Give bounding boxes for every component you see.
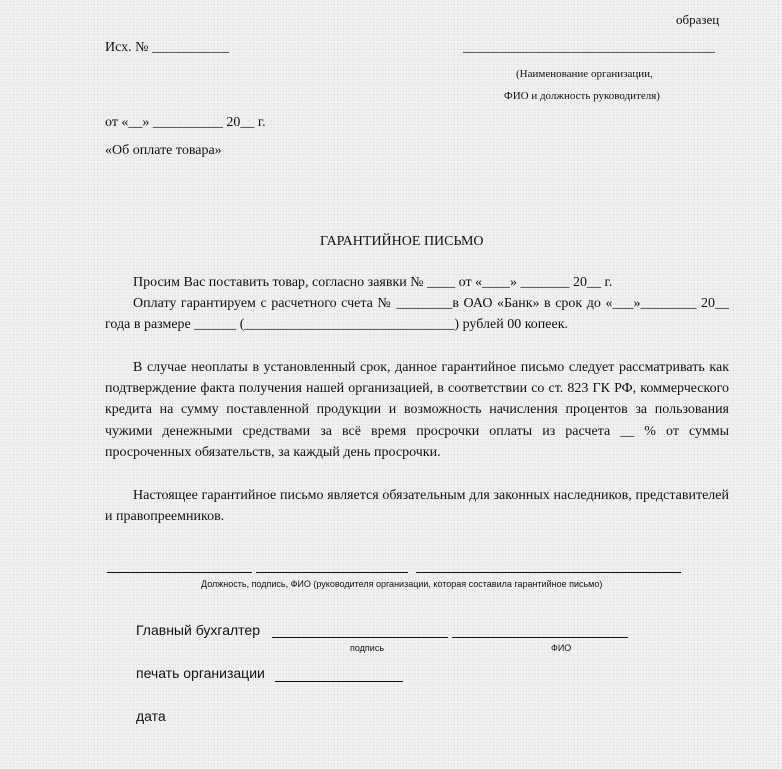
accountant-name-line xyxy=(452,637,628,638)
paragraph-default xyxy=(105,357,729,463)
paragraph-default-text: В случае неоплаты в установленный срок, данное гарантийное письмо следует рассматривать как подтверждение факта получения нашей организацией, в соответствии со ст. 823 ГК РФ, коммерческого кредита на сумму поставленной продукции и возможность начисления процентов за пользования чужими денежными средствами за всё время просрочки оплаты из расчета __ % от суммы просроченных обязательств, за каждый день просрочки. xyxy=(105,360,729,460)
signature-line-sign xyxy=(256,572,408,573)
accountant-sign-caption: подпись xyxy=(350,643,385,653)
paragraph-payment xyxy=(105,293,729,335)
signature-caption: Должность, подпись, ФИО (руководителя организации, которая составила гарантийное письмо) xyxy=(201,579,603,589)
date-label: дата xyxy=(136,708,166,724)
addressee-hint-org: (Наименование организации, xyxy=(516,68,653,80)
signature-line-position xyxy=(107,572,252,573)
signature-line-name xyxy=(416,572,681,573)
paragraph-request xyxy=(105,272,729,293)
accountant-sign-line xyxy=(272,637,448,638)
letter-subject: «Об оплате товара» xyxy=(105,143,222,158)
stamp-label: печать организации xyxy=(136,665,265,681)
paragraph-obligation-text: Настоящее гарантийное письмо является обязательным для законных наследников, представителей и правопреемников. xyxy=(105,488,729,525)
document-title: ГАРАНТИЙНОЕ ПИСЬМО xyxy=(320,234,484,249)
paragraph-obligation xyxy=(105,485,729,527)
addressee-hint-name: ФИО и должность руководителя) xyxy=(504,90,660,102)
letter-date: от «__» __________ 20__ г. xyxy=(105,115,266,130)
addressee-line: ____________________________________ xyxy=(463,40,715,55)
sample-label: образец xyxy=(676,12,720,27)
stamp-line xyxy=(275,681,403,682)
outgoing-number: Исх. № ___________ xyxy=(105,40,229,55)
paragraph-request-text: Просим Вас поставить товар, согласно заявки № ____ от «____» _______ 20__ г. xyxy=(133,275,613,290)
accountant-label: Главный бухгалтер xyxy=(136,622,260,638)
accountant-name-caption: ФИО xyxy=(551,643,572,653)
paragraph-payment-text: Оплату гарантируем с расчетного счета № ________в ОАО «Банк» в срок до «___»________ 20__ года в размере ______ (______________________________) рублей 00 копеек. xyxy=(105,296,729,333)
